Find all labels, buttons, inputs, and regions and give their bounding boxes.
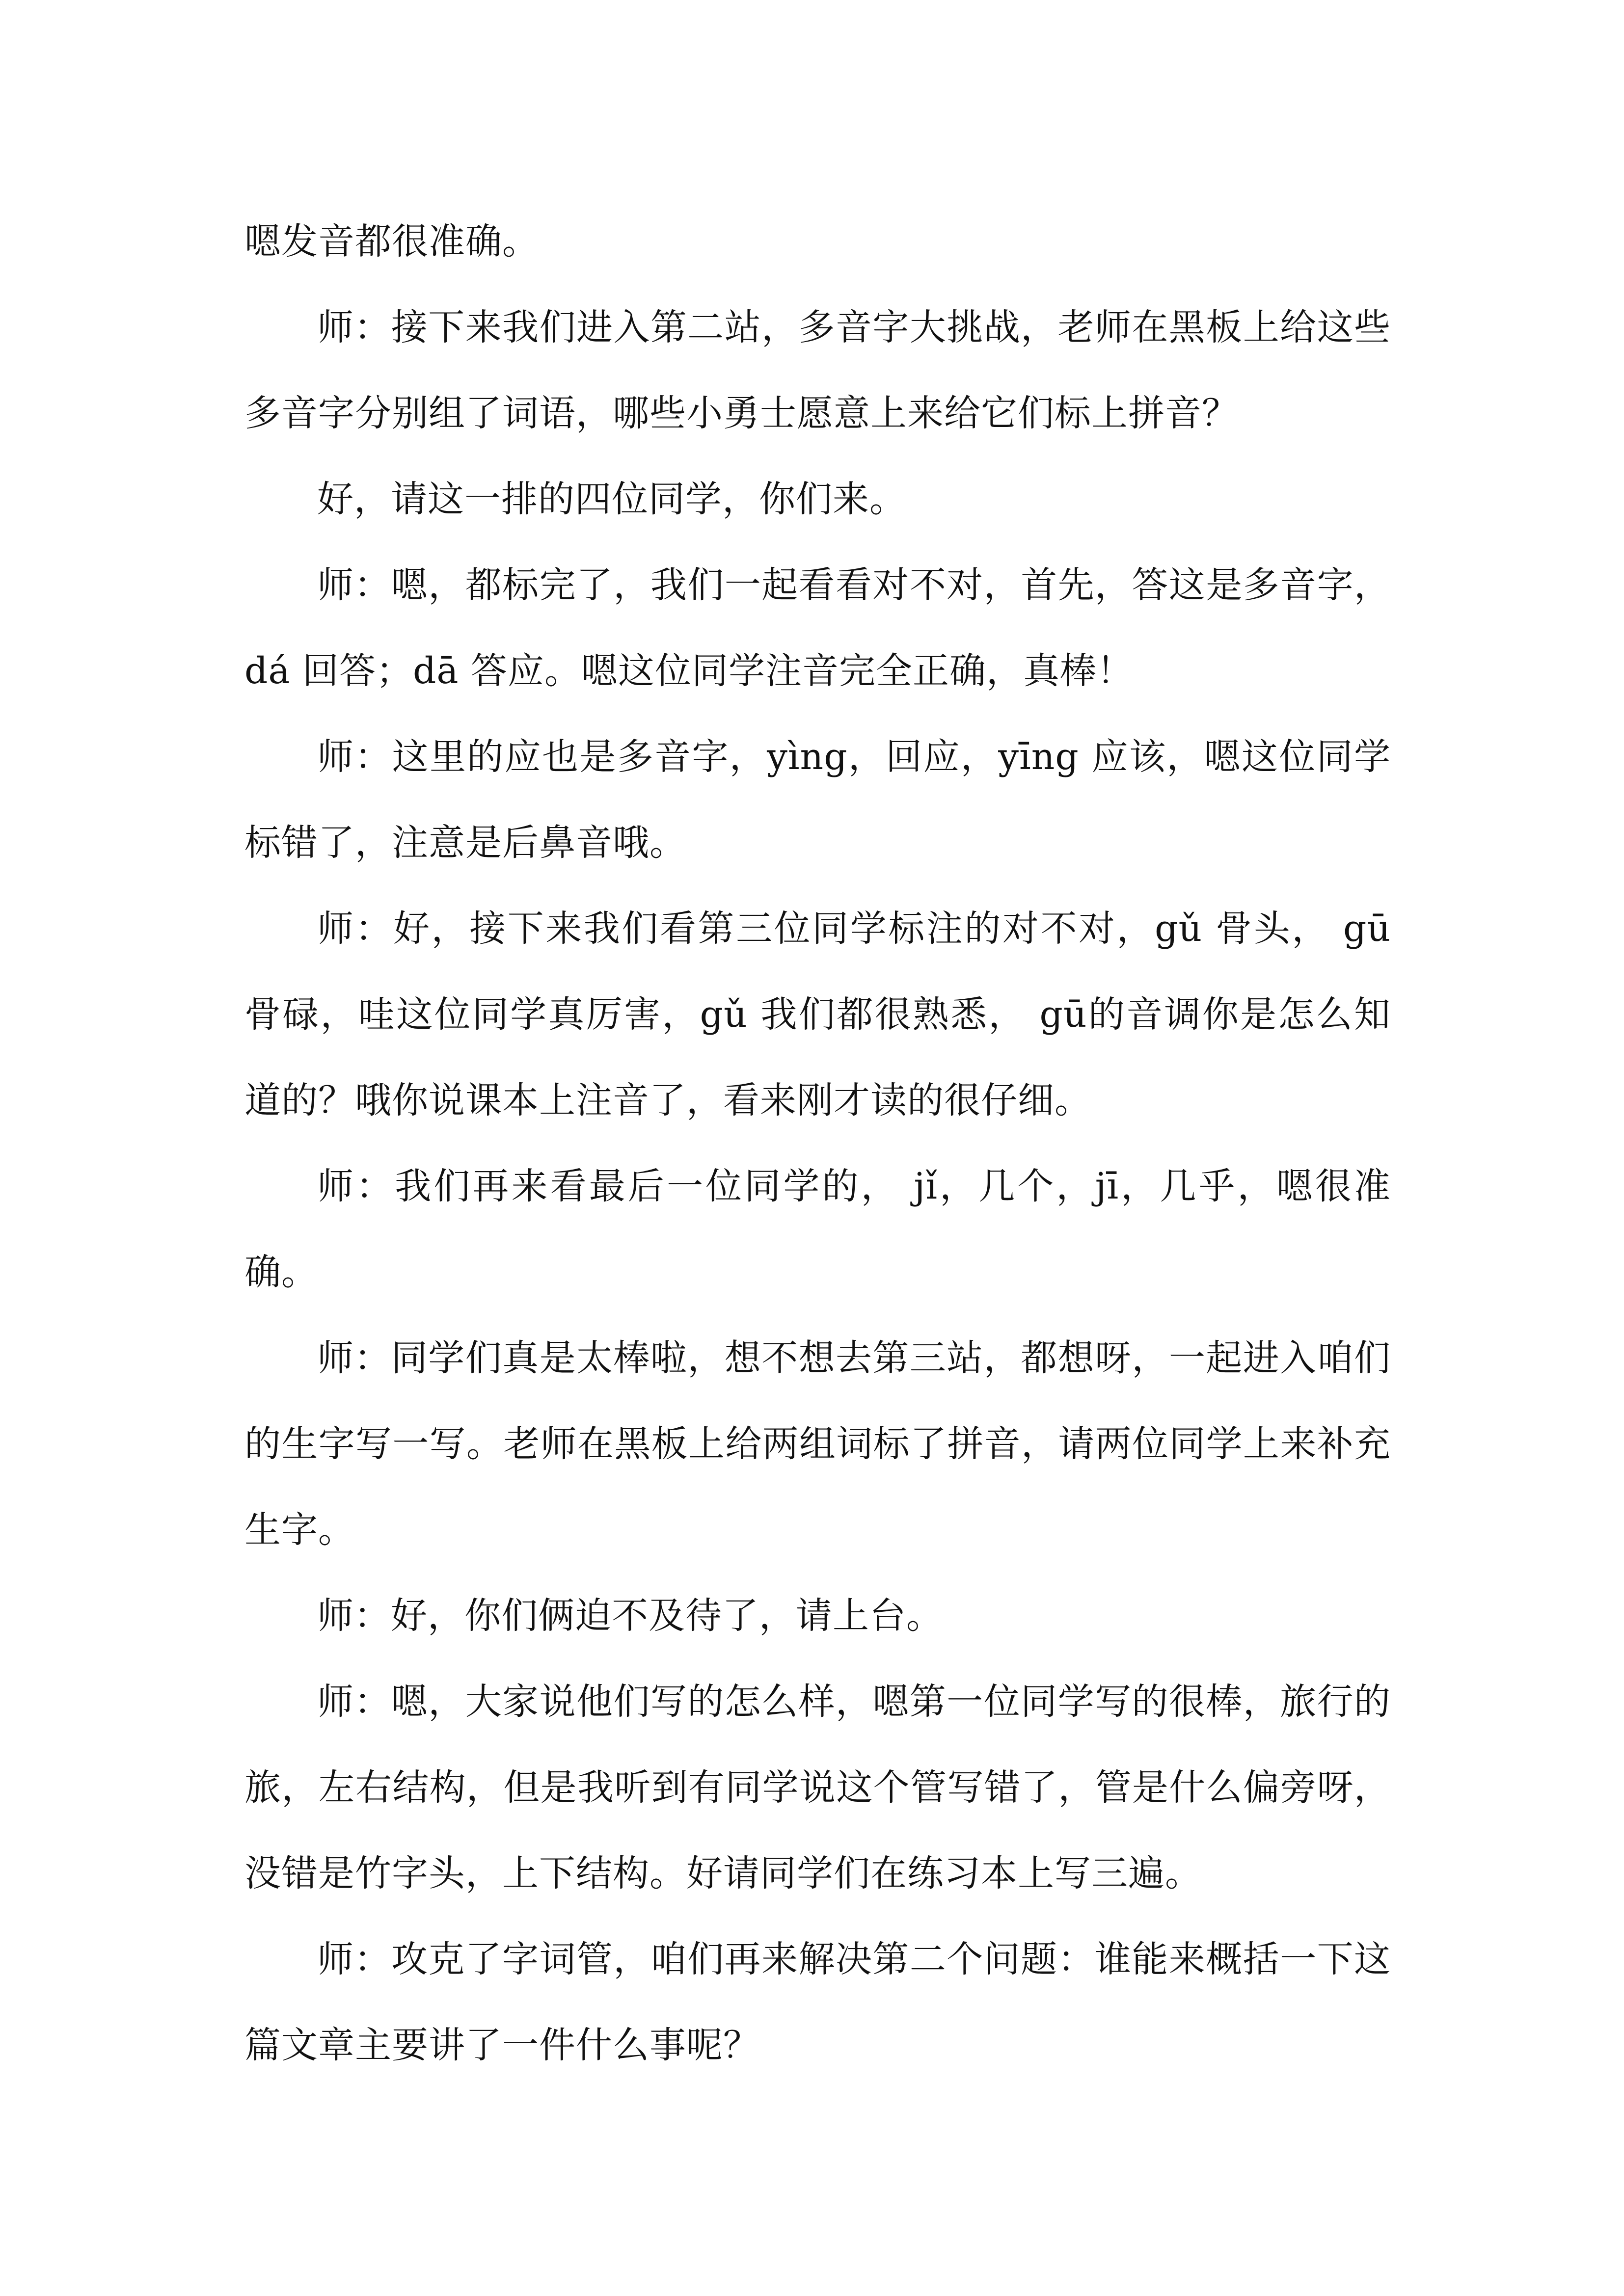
paragraph: 嗯发音都很准确。: [244, 220, 539, 263]
paragraph: 师：同学们真是太棒啦，想不想去第三站，都想呀，一起进入咱们的生字写一写。老师在黑板上给两组词标了拼音，请两位同学上来补充生字。: [244, 1337, 1391, 1551]
paragraph: 师：嗯，大家说他们写的怎么样，嗯第一位同学写的很棒，旅行的旅，左右结构，但是我听到有同学说这个管写错了，管是什么偏旁呀，没错是竹字头，上下结构。好请同学们在练习本上写三遍。: [244, 1681, 1391, 1895]
paragraph: 师：我们再来看最后一位同学的， jǐ，几个，jī，几乎，嗯很准确。: [244, 1165, 1391, 1293]
paragraph: 师：接下来我们进入第二站，多音字大挑战，老师在黑板上给这些多音字分别组了词语，哪些小勇士愿意上来给它们标上拼音？: [244, 306, 1391, 434]
paragraph: 师：这里的应也是多音字，yìng，回应，yīng 应该，嗯这位同学标错了，注意是后鼻音哦。: [244, 736, 1391, 864]
document-body: [244, 199, 1391, 2088]
paragraph: 师：攻克了字词管，咱们再来解决第二个问题：谁能来概括一下这篇文章主要讲了一件什么事呢？: [244, 1938, 1391, 2066]
paragraph: 师：嗯，都标完了，我们一起看看对不对，首先，答这是多音字，dá 回答；dā 答应。嗯这位同学注音完全正确，真棒！: [244, 564, 1391, 692]
paragraph: 师：好，你们俩迫不及待了，请上台。: [317, 1595, 943, 1637]
paragraph: 好，请这一排的四位同学，你们来。: [317, 478, 906, 520]
paragraph: 师：好，接下来我们看第三位同学标注的对不对，gǔ 骨头， gū 骨碌，哇这位同学真厉害，gǔ 我们都很熟悉， gū的音调你是怎么知道的？哦你说课本上注音了，看来刚才读的很仔细。: [244, 908, 1391, 1121]
